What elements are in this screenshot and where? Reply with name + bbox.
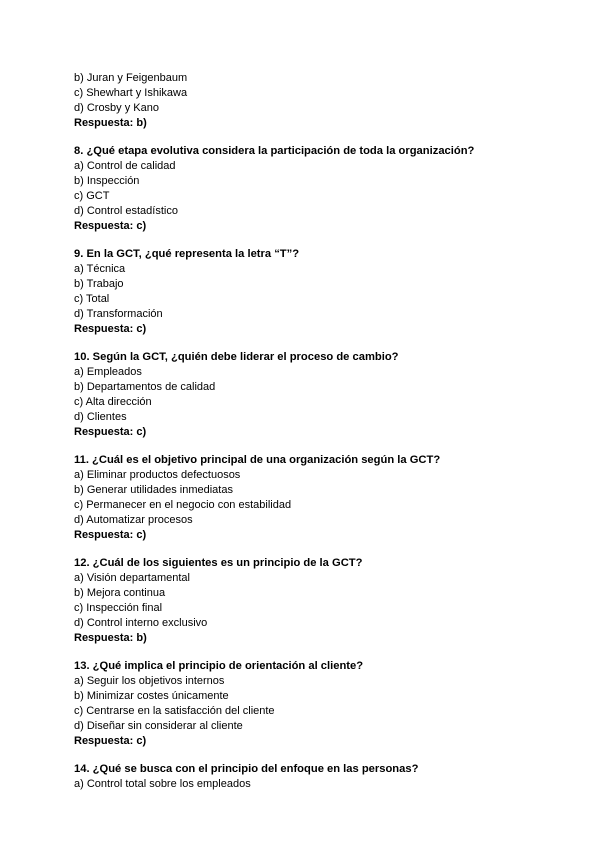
option-b: b) Generar utilidades inmediatas	[74, 484, 233, 496]
option-a: a) Empleados	[74, 366, 142, 378]
answer: Respuesta: c)	[74, 529, 147, 541]
answer: Respuesta: b)	[74, 117, 147, 129]
answer: Respuesta: c)	[74, 735, 147, 747]
option-d: d) Control estadístico	[74, 205, 178, 217]
option-b: b) Minimizar costes únicamente	[74, 690, 229, 702]
option-a: a) Técnica	[74, 263, 126, 275]
question-title: 12. ¿Cuál de los siguientes es un principio de la GCT?	[74, 557, 363, 569]
answer: Respuesta: c)	[74, 220, 147, 232]
option-c: c) Centrarse en la satisfacción del cliente	[74, 705, 275, 717]
option-b: b) Departamentos de calidad	[74, 381, 216, 393]
option-d: d) Diseñar sin considerar al cliente	[74, 720, 243, 732]
question-title: 9. En la GCT, ¿qué representa la letra “T”?	[74, 248, 300, 260]
question-title: 10. Según la GCT, ¿quién debe liderar el proceso de cambio?	[74, 351, 399, 363]
question-title: 11. ¿Cuál es el objetivo principal de una organización según la GCT?	[74, 454, 441, 466]
question-14	[74, 762, 574, 792]
question-title: 8. ¿Qué etapa evolutiva considera la participación de toda la organización?	[74, 145, 475, 157]
question-title: 13. ¿Qué implica el principio de orientación al cliente?	[74, 660, 364, 672]
option-b: b) Trabajo	[74, 278, 124, 290]
question-title: 14. ¿Qué se busca con el principio del enfoque en las personas?	[74, 763, 419, 775]
option-c: c) GCT	[74, 190, 110, 202]
option-a: a) Visión departamental	[74, 572, 190, 584]
option-d: d) Crosby y Kano	[74, 102, 159, 114]
quiz-content	[74, 71, 574, 792]
option-a: a) Seguir los objetivos internos	[74, 675, 225, 687]
option-b: b) Juran y Feigenbaum	[74, 72, 188, 84]
answer: Respuesta: c)	[74, 323, 147, 335]
question-7-continuation	[74, 71, 574, 131]
option-a: a) Control total sobre los empleados	[74, 778, 251, 790]
option-c: c) Total	[74, 293, 110, 305]
answer: Respuesta: b)	[74, 632, 147, 644]
option-a: a) Control de calidad	[74, 160, 176, 172]
question-12	[74, 556, 574, 646]
option-c: c) Permanecer en el negocio con estabilidad	[74, 499, 292, 511]
option-d: d) Transformación	[74, 308, 163, 320]
option-d: d) Automatizar procesos	[74, 514, 193, 526]
option-d: d) Clientes	[74, 411, 127, 423]
question-11	[74, 453, 574, 543]
option-a: a) Eliminar productos defectuosos	[74, 469, 241, 481]
option-c: c) Shewhart y Ishikawa	[74, 87, 188, 99]
answer: Respuesta: c)	[74, 426, 147, 438]
question-8	[74, 144, 574, 234]
question-13	[74, 659, 574, 749]
option-d: d) Control interno exclusivo	[74, 617, 208, 629]
question-9	[74, 247, 574, 337]
option-b: b) Mejora continua	[74, 587, 166, 599]
option-b: b) Inspección	[74, 175, 140, 187]
option-c: c) Alta dirección	[74, 396, 152, 408]
option-c: c) Inspección final	[74, 602, 163, 614]
question-10	[74, 350, 574, 440]
